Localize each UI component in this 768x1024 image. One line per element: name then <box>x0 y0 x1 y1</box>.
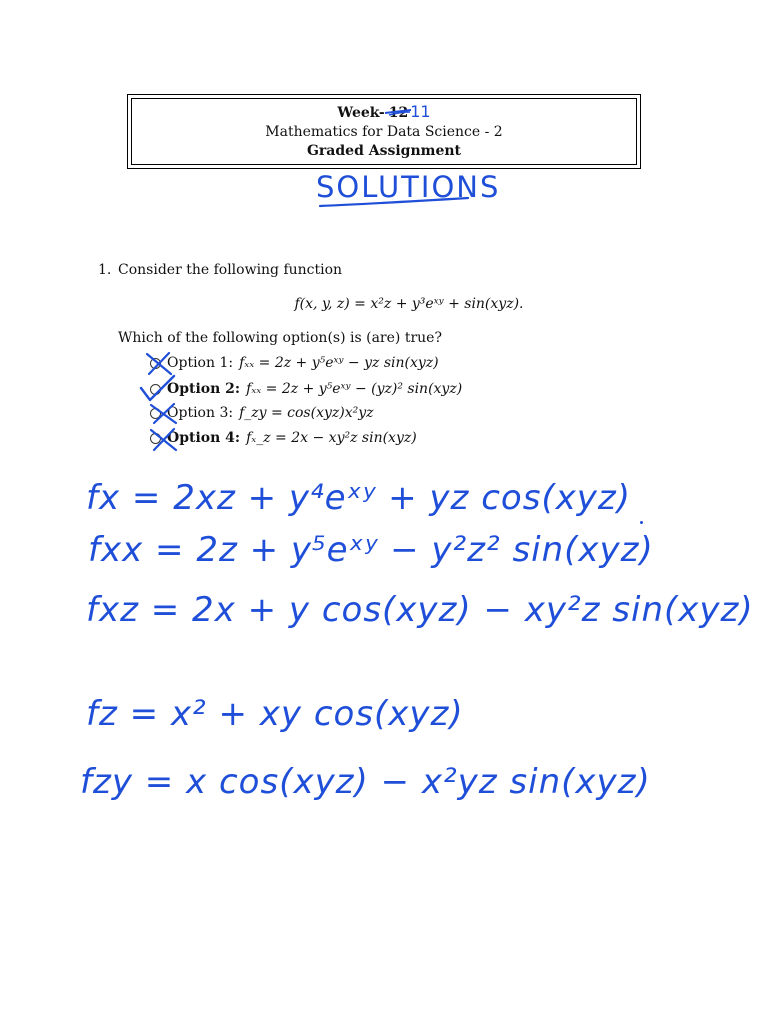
question-number: 1. <box>98 262 112 278</box>
assignment-title: Graded Assignment <box>306 143 462 159</box>
question-prompt: Which of the following option(s) is (are) true? <box>118 330 442 346</box>
header-box <box>127 94 641 169</box>
check-icon <box>138 372 178 404</box>
solutions-heading: SOLUTIONS <box>316 170 501 204</box>
option-formula: fₓₓ = 2z + y⁵eˣʸ − yz sin(xyz) <box>239 355 439 371</box>
header-inner-box <box>131 98 637 165</box>
week-label: Week- <box>337 105 385 121</box>
option-1[interactable] <box>150 354 439 372</box>
option-4[interactable] <box>150 429 417 447</box>
handwritten-line-1: fx = 2xz + y⁴eˣʸ + yz cos(xyz) <box>86 478 632 518</box>
function-definition: f(x, y, z) = x²z + y³eˣʸ + sin(xyz). <box>294 296 524 312</box>
cross-icon <box>148 401 180 427</box>
option-label: Option 1: <box>167 355 234 371</box>
option-formula: fₓₓ = 2z + y⁵eˣʸ − (yz)² sin(xyz) <box>246 381 463 397</box>
question-text: Consider the following function <box>118 262 343 278</box>
option-formula: fₓ_z = 2x − xy²z sin(xyz) <box>246 430 417 446</box>
option-label: Option 4: <box>167 430 241 446</box>
handwritten-line-3: fxz = 2x + y cos(xyz) − xy²z sin(xyz) <box>86 590 754 630</box>
option-2[interactable] <box>150 380 462 398</box>
solutions-underline <box>318 196 473 210</box>
handwritten-line-5: fzy = x cos(xyz) − x²yz sin(xyz) <box>80 762 651 802</box>
option-label: Option 2: <box>167 381 241 397</box>
strikethrough-mark <box>383 101 413 123</box>
ink-dot <box>640 521 643 524</box>
week-struck-number <box>389 105 408 121</box>
handwritten-line-4: fz = x² + xy cos(xyz) <box>86 694 464 734</box>
week-corrected-number: 11 <box>410 102 431 121</box>
cross-icon <box>148 426 180 454</box>
course-title: Mathematics for Data Science - 2 <box>265 124 503 140</box>
option-formula: f_zy = cos(xyz)x²yz <box>239 405 374 421</box>
option-label: Option 3: <box>167 405 234 421</box>
option-3[interactable] <box>150 404 374 422</box>
handwritten-line-2: fxx = 2z + y⁵eˣʸ − y²z² sin(xyz) <box>88 530 654 570</box>
week-struck-text: 12 <box>388 105 409 121</box>
week-line <box>337 102 430 123</box>
